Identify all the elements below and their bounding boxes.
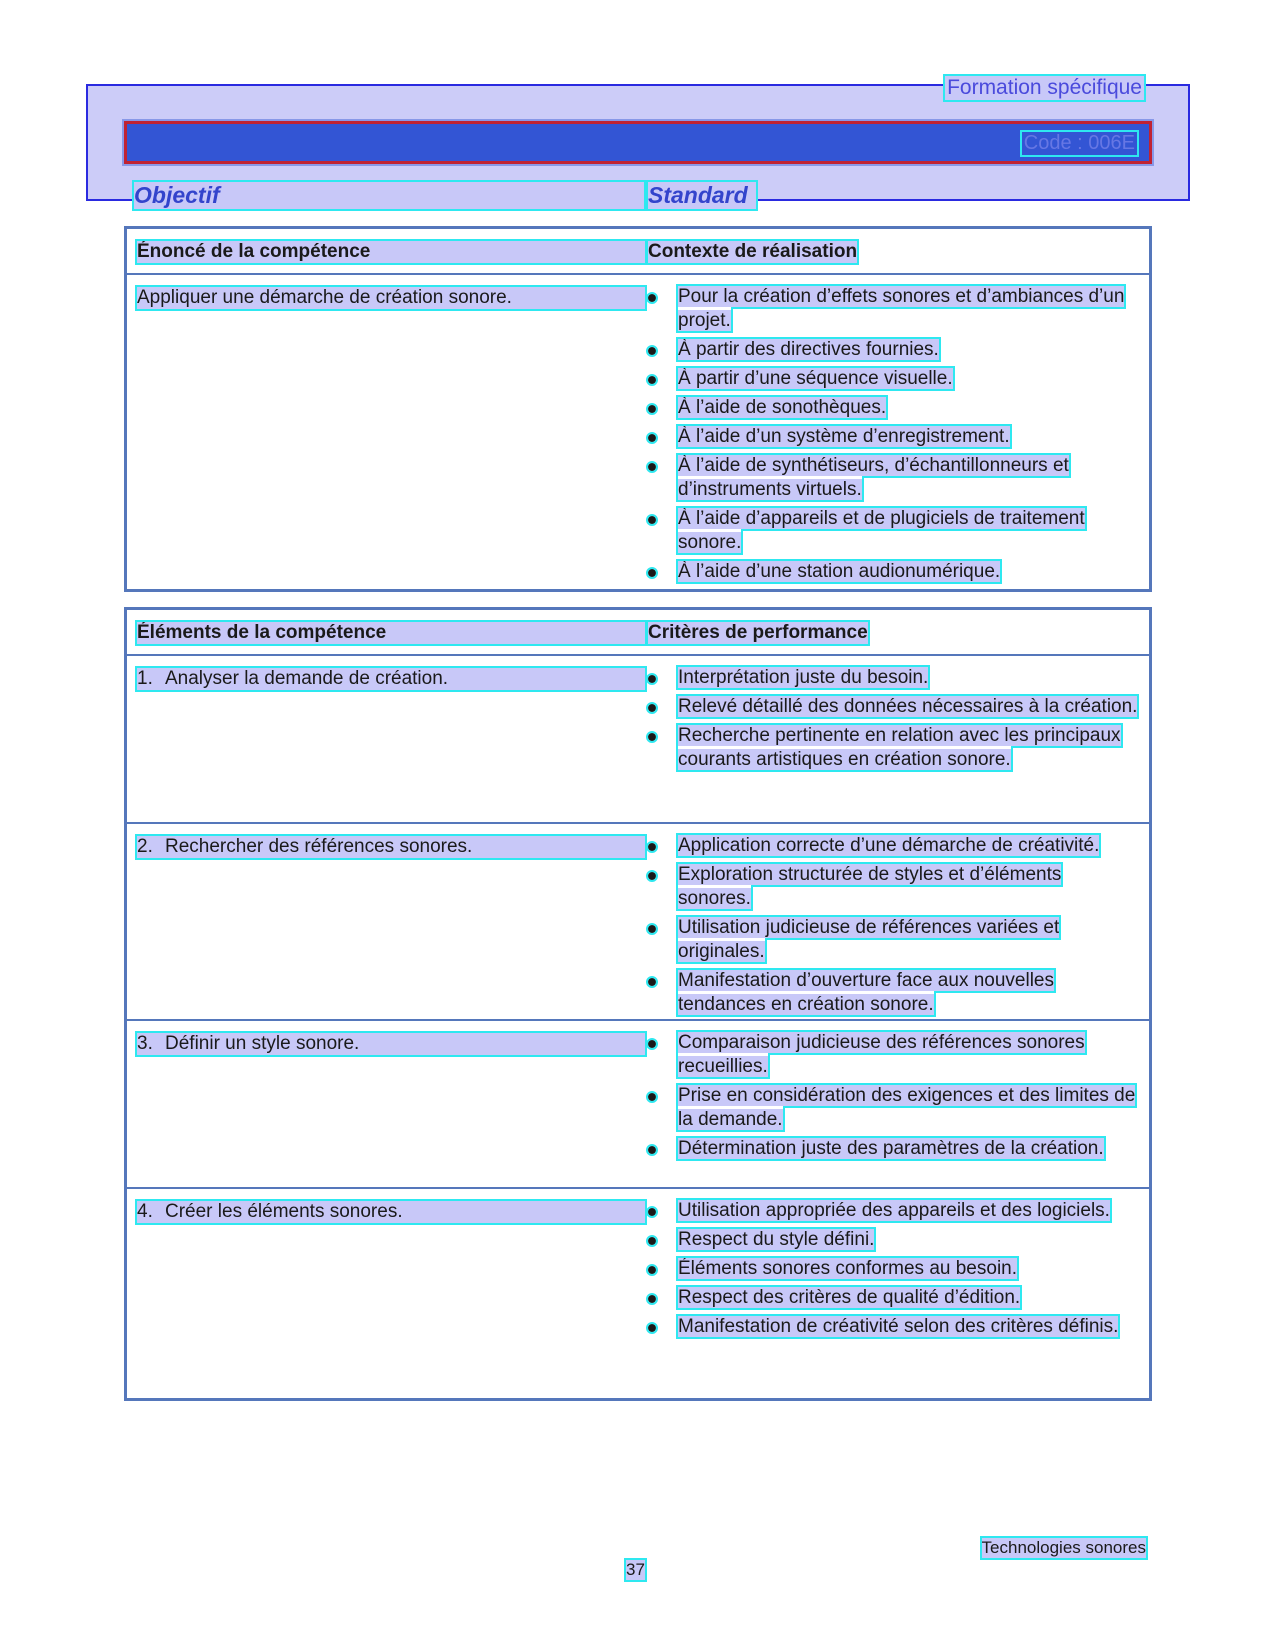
list-item-text: Manifestation de créativité selon des critères définis. <box>678 1316 1119 1337</box>
list-item-text: Respect des critères de qualité d’édition. <box>678 1287 1021 1308</box>
list-item-text: Pour la création d’effets sonores et d’ambiances d’un projet. <box>678 286 1125 331</box>
bullet-icon <box>648 925 656 933</box>
list-item <box>648 1137 1138 1161</box>
list-item-text: Interprétation juste du besoin. <box>678 667 929 688</box>
list-item-text: Respect du style défini. <box>678 1229 875 1250</box>
element-label: Rechercher des références sonores. <box>165 836 473 857</box>
bullet-icon <box>648 294 656 302</box>
formation-label: Formation spécifique <box>947 76 1142 99</box>
list-item-text: À l’aide d’un système d’enregistrement. <box>678 426 1010 447</box>
enonce-text: Appliquer une démarche de création sonore. <box>137 287 645 309</box>
element-label: Analyser la demande de création. <box>165 668 449 689</box>
list-item <box>648 724 1138 772</box>
bullet-icon <box>648 1295 656 1303</box>
bullet-icon <box>648 733 656 741</box>
table-row <box>127 656 1149 824</box>
table-row <box>127 1189 1149 1383</box>
list-item <box>648 1315 1138 1339</box>
code-bar <box>124 121 1152 164</box>
list-item <box>648 560 1138 584</box>
list-item <box>648 969 1138 1017</box>
bullet-icon <box>648 1266 656 1274</box>
bullet-icon <box>648 872 656 880</box>
list-item <box>648 396 1138 420</box>
element-text <box>137 1033 645 1055</box>
bullet-icon <box>648 347 656 355</box>
code-value: 006E <box>1088 132 1135 154</box>
element-number: 3. <box>137 1033 153 1054</box>
bullet-icon <box>648 405 656 413</box>
code-separator: : <box>1077 132 1083 154</box>
list-item-text: Utilisation appropriée des appareils et des logiciels. <box>678 1200 1110 1221</box>
element-number: 4. <box>137 1201 153 1222</box>
elements-table <box>124 607 1152 1401</box>
bullet-icon <box>648 1093 656 1101</box>
list-item-text: Recherche pertinente en relation avec les principaux courants artistiques en création sonore. <box>678 725 1121 770</box>
list-item-text: Détermination juste des paramètres de la création. <box>678 1138 1104 1159</box>
list-item <box>648 834 1138 858</box>
contexte-column-header: Contexte de réalisation <box>648 241 858 262</box>
criteres-list <box>648 666 1138 777</box>
standard-heading: Standard <box>648 182 756 209</box>
list-item-text: À l’aide d’une station audionumérique. <box>678 561 1001 582</box>
list-item <box>648 338 1138 362</box>
element-text <box>137 668 645 690</box>
bullet-icon <box>648 434 656 442</box>
list-item <box>648 425 1138 449</box>
bullet-icon <box>648 1146 656 1154</box>
bullet-icon <box>648 516 656 524</box>
code-prefix: Code <box>1023 132 1072 154</box>
bullet-icon <box>648 1208 656 1216</box>
element-label: Créer les éléments sonores. <box>165 1201 403 1222</box>
enonce-column-header: Énoncé de la compétence <box>137 241 645 263</box>
competence-table-header <box>127 229 1149 275</box>
page-number: 37 <box>626 1560 645 1579</box>
bullet-icon <box>648 978 656 986</box>
list-item <box>648 863 1138 911</box>
bullet-icon <box>648 843 656 851</box>
list-item <box>648 507 1138 555</box>
program-name: Technologies sonores <box>981 1538 1146 1557</box>
bullet-icon <box>648 569 656 577</box>
criteres-list <box>648 1031 1138 1166</box>
list-item-text: À l’aide de synthétiseurs, d’échantillonneurs et d’instruments virtuels. <box>678 455 1069 500</box>
criteres-list <box>648 834 1138 1022</box>
list-item <box>648 1084 1138 1132</box>
list-item <box>648 1228 1138 1252</box>
list-item <box>648 1257 1138 1281</box>
list-item-text: Application correcte d’une démarche de créativité. <box>678 835 1100 856</box>
element-text <box>137 836 645 858</box>
elements-column-header: Éléments de la compétence <box>137 622 645 644</box>
code-label <box>1022 132 1137 155</box>
bullet-icon <box>648 704 656 712</box>
objectif-heading: Objectif <box>134 182 644 209</box>
bullet-icon <box>648 1324 656 1332</box>
criteres-list <box>648 1199 1138 1344</box>
list-item <box>648 695 1138 719</box>
list-item-text: Prise en considération des exigences et des limites de la demande. <box>678 1085 1136 1130</box>
bullet-icon <box>648 1237 656 1245</box>
list-item-text: À partir des directives fournies. <box>678 339 939 360</box>
criteres-column-header: Critères de performance <box>648 622 868 643</box>
bullet-icon <box>648 1040 656 1048</box>
list-item-text: À partir d’une séquence visuelle. <box>678 368 953 389</box>
list-item <box>648 1031 1138 1079</box>
element-text <box>137 1201 645 1223</box>
competence-table <box>124 226 1152 592</box>
list-item <box>648 367 1138 391</box>
elements-table-header <box>127 610 1149 656</box>
list-item-text: Éléments sonores conformes au besoin. <box>678 1258 1018 1279</box>
list-item <box>648 916 1138 964</box>
element-label: Définir un style sonore. <box>165 1033 360 1054</box>
list-item-text: À l’aide de sonothèques. <box>678 397 887 418</box>
list-item-text: Exploration structurée de styles et d’éléments sonores. <box>678 864 1062 909</box>
bullet-icon <box>648 376 656 384</box>
bullet-icon <box>648 675 656 683</box>
list-item <box>648 1199 1138 1223</box>
list-item <box>648 454 1138 502</box>
list-item-text: Utilisation judicieuse de références variées et originales. <box>678 917 1060 962</box>
bullet-icon <box>648 463 656 471</box>
contexte-list <box>648 285 1138 589</box>
list-item-text: Relevé détaillé des données nécessaires à la création. <box>678 696 1138 717</box>
list-item <box>648 666 1138 690</box>
list-item-text: Comparaison judicieuse des références sonores recueillies. <box>678 1032 1085 1077</box>
list-item <box>648 285 1138 333</box>
element-number: 1. <box>137 668 153 689</box>
table-row <box>127 1021 1149 1189</box>
table-row <box>127 824 1149 1021</box>
element-number: 2. <box>137 836 153 857</box>
list-item-text: Manifestation d’ouverture face aux nouvelles tendances en création sonore. <box>678 970 1055 1015</box>
list-item <box>648 1286 1138 1310</box>
list-item-text: À l’aide d’appareils et de plugiciels de traitement sonore. <box>678 508 1085 553</box>
competence-row <box>127 275 1149 589</box>
